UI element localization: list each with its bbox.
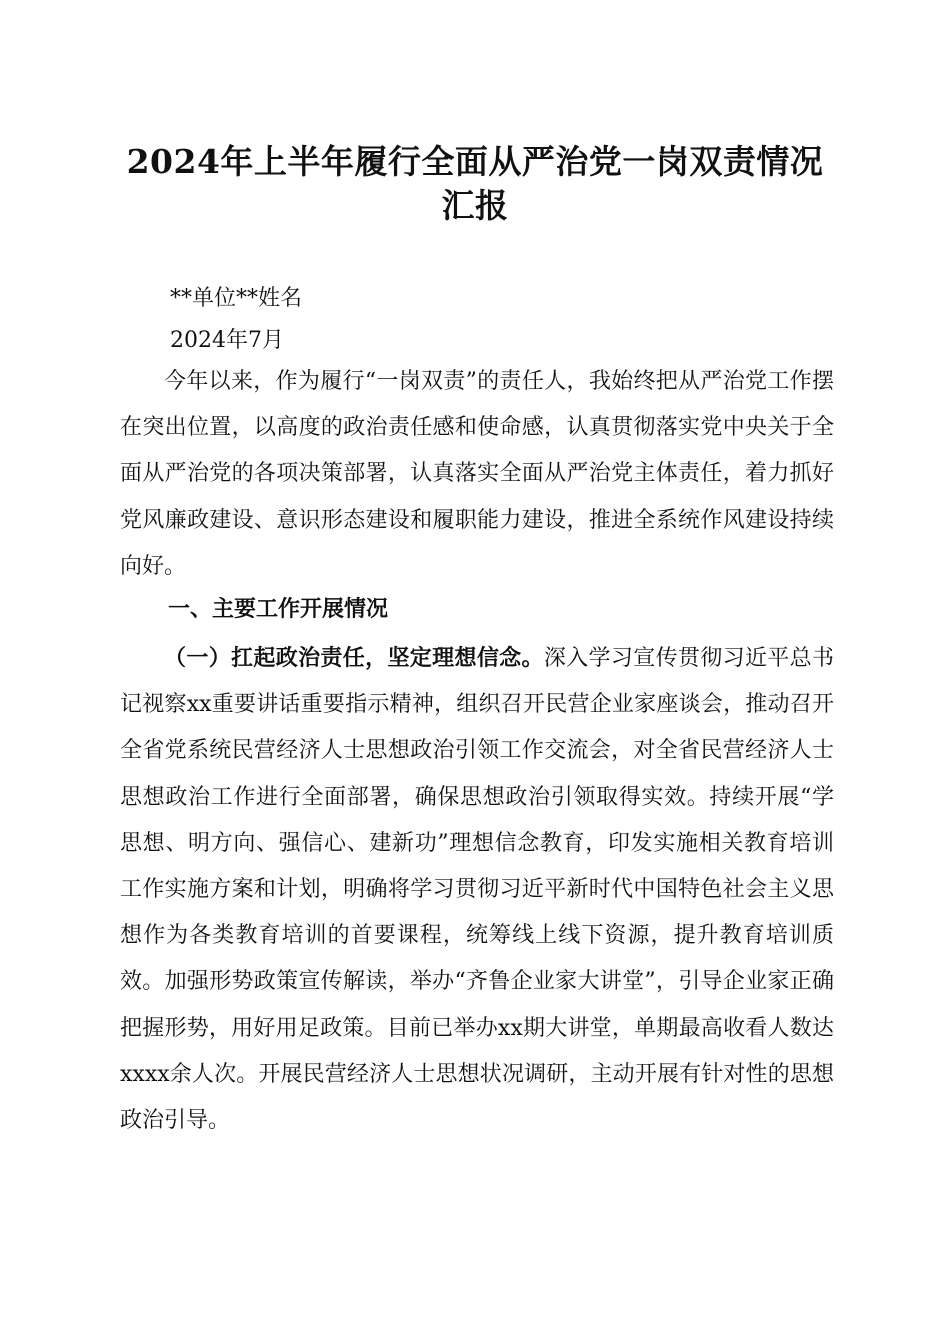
subsection-paragraph [120, 635, 834, 1144]
document-title: 2024年上半年履行全面从严治党一岗双责情况汇报 [126, 142, 824, 225]
subsection-text: 深入学习宣传贯彻习近平总书记视察xx重要讲话重要指示精神，组织召开民营企业家座谈会，推动召开全省党系统民营经济人士思想政治引领工作交流会，对全省民营经济人士思想政治工作进行全面部署，确保思想政治引领取得实效。持续开展“学思想、明方向、强信心、建新功”理想信念教育，印发实施相关教育培训工作实施方案和计划，明确将学习贯彻习近平新时代中国特色社会主义思想作为各类教育培训的首要课程，统筹线上线下资源，提升教育培训质效。加强形势政策宣传解读，举办“齐鲁企业家大讲堂”，引导企业家正确把握形势，用好用足政策。目前已举办xx期大讲堂，单期最高收看人数达xxxx余人次。开展民营经济人士思想状况调研，主动开展有针对性的思想政治引导。 [120, 646, 834, 1134]
subsection-lead: （一）扛起政治责任，坚定理想信念。 [164, 645, 544, 671]
intro-paragraph: 今年以来，作为履行“一岗双责”的责任人，我始终把从严治党工作摆在突出位置，以高度的政治责任感和使命感，认真贯彻落实党中央关于全面从严治党的各项决策部署，认真落实全面从严治党主体责任，着力抓好党风廉政建设、意识形态建设和履职能力建设，推进全系统作风建设持续向好。 [120, 369, 834, 579]
author-line: **单位**姓名 [170, 286, 303, 311]
date-line: 2024年7月 [170, 328, 284, 353]
section-heading: 一、主要工作开展情况 [168, 597, 389, 622]
